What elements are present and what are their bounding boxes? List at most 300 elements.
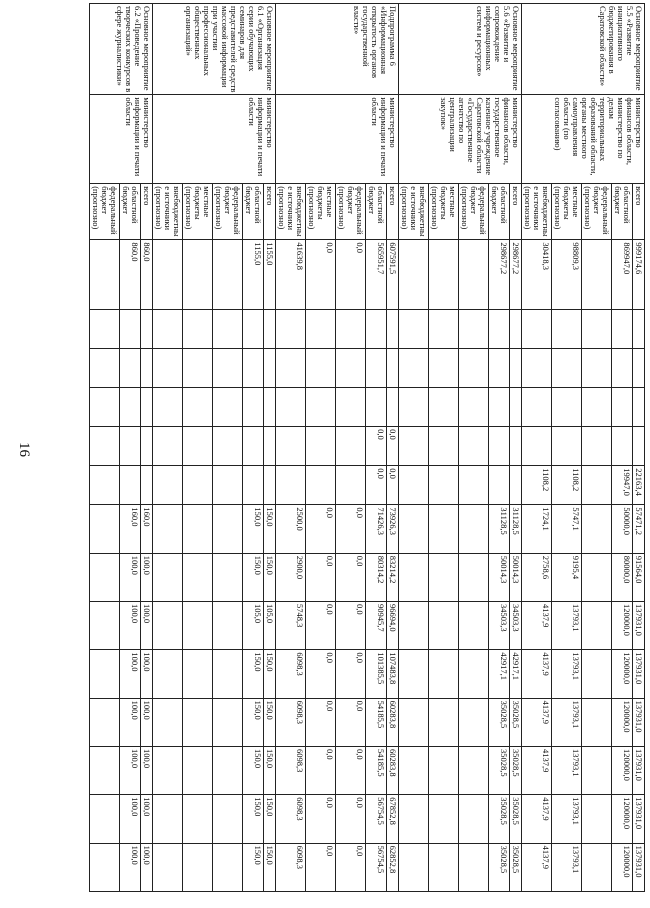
year-amount-cell	[90, 795, 120, 843]
year-amount-cell: 35028,5	[489, 795, 510, 843]
executor-cell: министерство информации и печати области	[153, 95, 276, 184]
total-amount-cell: 0,0	[336, 240, 366, 309]
year-amount-cell: 90945,7	[366, 602, 387, 650]
year-amount-cell	[429, 795, 459, 843]
year-amount-cell	[489, 466, 510, 505]
year-amount-cell	[612, 427, 633, 466]
year-amount-cell	[552, 387, 582, 426]
year-amount-cell: 0,0	[336, 602, 366, 650]
year-amount-cell	[459, 602, 489, 650]
year-amount-cell: 105,0	[243, 602, 264, 650]
year-amount-cell: 100,0	[141, 698, 153, 746]
year-amount-cell	[243, 387, 264, 426]
year-amount-cell: 150,0	[264, 505, 276, 553]
year-amount-cell	[582, 698, 612, 746]
year-amount-cell: 137931,0	[633, 746, 645, 794]
year-amount-cell	[429, 348, 459, 387]
year-amount-cell	[153, 427, 183, 466]
executor-cell: министерство финансов области, государственное казенное учреждение Саратовской области «Государственное агентство по централизации закупок»	[399, 95, 522, 184]
funding-source-cell: федеральный бюджет (прогнозно)	[90, 184, 120, 240]
year-amount-cell: 0,0	[366, 466, 387, 505]
year-amount-cell: 6098,3	[276, 650, 306, 698]
year-amount-cell	[582, 602, 612, 650]
year-amount-cell: 50000,0	[612, 505, 633, 553]
year-amount-cell	[489, 348, 510, 387]
year-amount-cell	[399, 466, 429, 505]
year-amount-cell: 6098,3	[276, 843, 306, 891]
table-wrapper	[91, 3, 645, 892]
year-amount-cell	[153, 387, 183, 426]
year-amount-cell	[582, 505, 612, 553]
year-amount-cell	[183, 387, 213, 426]
year-amount-cell	[366, 348, 387, 387]
year-amount-cell	[399, 746, 429, 794]
year-amount-cell: 71426,3	[366, 505, 387, 553]
year-amount-cell	[153, 466, 183, 505]
year-amount-cell	[306, 387, 336, 426]
year-amount-cell: 13793,1	[552, 650, 582, 698]
year-amount-cell: 35028,5	[510, 795, 522, 843]
year-amount-cell: 50014,3	[510, 553, 522, 601]
year-amount-cell	[183, 650, 213, 698]
year-amount-cell	[633, 427, 645, 466]
year-amount-cell: 19947,0	[612, 466, 633, 505]
year-amount-cell: 42917,1	[510, 650, 522, 698]
budget-table	[89, 3, 645, 892]
year-amount-cell	[336, 427, 366, 466]
funding-source-cell: всего	[141, 184, 153, 240]
year-amount-cell	[429, 746, 459, 794]
year-amount-cell	[120, 309, 141, 348]
year-amount-cell: 120000,0	[612, 795, 633, 843]
year-amount-cell	[552, 309, 582, 348]
year-amount-cell: 13793,1	[552, 843, 582, 891]
year-amount-cell	[183, 427, 213, 466]
year-amount-cell: 13793,1	[552, 795, 582, 843]
year-amount-cell	[582, 387, 612, 426]
year-amount-cell: 4137,9	[522, 746, 552, 794]
year-amount-cell	[90, 553, 120, 601]
year-amount-cell: 105,0	[264, 602, 276, 650]
year-amount-cell	[141, 348, 153, 387]
year-amount-cell: 100,0	[120, 553, 141, 601]
total-amount-cell: 30418,3	[522, 240, 552, 309]
year-amount-cell: 35028,5	[489, 698, 510, 746]
year-amount-cell	[459, 843, 489, 891]
year-amount-cell: 0,0	[336, 795, 366, 843]
year-amount-cell: 4137,9	[522, 843, 552, 891]
funding-source-cell: внебюджетные источники (прогнозно)	[522, 184, 552, 240]
year-amount-cell	[90, 505, 120, 553]
year-amount-cell	[213, 387, 243, 426]
year-amount-cell	[510, 387, 522, 426]
year-amount-cell	[387, 309, 399, 348]
year-amount-cell: 4137,9	[522, 795, 552, 843]
year-amount-cell	[429, 553, 459, 601]
year-amount-cell: 80314,2	[366, 553, 387, 601]
year-amount-cell	[582, 650, 612, 698]
total-amount-cell: 98809,3	[552, 240, 582, 309]
year-amount-cell	[306, 309, 336, 348]
year-amount-cell	[276, 427, 306, 466]
year-amount-cell: 137931,0	[633, 795, 645, 843]
year-amount-cell	[213, 698, 243, 746]
year-amount-cell: 100,0	[141, 795, 153, 843]
year-amount-cell: 100,0	[120, 650, 141, 698]
year-amount-cell: 101385,5	[366, 650, 387, 698]
year-amount-cell: 35028,5	[510, 698, 522, 746]
year-amount-cell: 150,0	[264, 843, 276, 891]
year-amount-cell: 60283,8	[387, 746, 399, 794]
total-amount-cell	[429, 240, 459, 309]
year-amount-cell	[612, 348, 633, 387]
year-amount-cell	[399, 505, 429, 553]
year-amount-cell	[90, 602, 120, 650]
year-amount-cell: 13793,1	[552, 746, 582, 794]
activity-name-cell: Основное мероприятие 5.5 «Развитие инициативного бюджетирования в Саратовской области»	[522, 4, 645, 95]
year-amount-cell	[243, 427, 264, 466]
activity-name-cell: Подпрограмма 6 «Информационная открытость органов государственной власти»	[276, 4, 399, 95]
year-amount-cell	[183, 843, 213, 891]
year-amount-cell	[183, 553, 213, 601]
year-amount-cell: 0,0	[366, 427, 387, 466]
year-amount-cell	[153, 348, 183, 387]
year-amount-cell: 13793,1	[552, 698, 582, 746]
year-amount-cell	[306, 466, 336, 505]
year-amount-cell	[213, 348, 243, 387]
year-amount-cell	[90, 650, 120, 698]
year-amount-cell	[459, 427, 489, 466]
year-amount-cell	[399, 387, 429, 426]
year-amount-cell	[183, 348, 213, 387]
year-amount-cell	[522, 427, 552, 466]
year-amount-cell: 150,0	[243, 698, 264, 746]
year-amount-cell	[582, 466, 612, 505]
year-amount-cell	[399, 602, 429, 650]
year-amount-cell	[90, 427, 120, 466]
year-amount-cell: 4137,9	[522, 602, 552, 650]
year-amount-cell	[582, 427, 612, 466]
year-amount-cell: 137931,0	[633, 650, 645, 698]
funding-source-cell: внебюджетные источники (прогнозно)	[276, 184, 306, 240]
year-amount-cell	[153, 505, 183, 553]
year-amount-cell: 67852,8	[387, 795, 399, 843]
total-amount-cell	[153, 240, 183, 309]
year-amount-cell: 0,0	[336, 746, 366, 794]
year-amount-cell	[522, 309, 552, 348]
funding-source-cell: всего	[387, 184, 399, 240]
year-amount-cell: 0,0	[387, 466, 399, 505]
table-row	[264, 4, 276, 892]
year-amount-cell: 150,0	[243, 553, 264, 601]
year-amount-cell	[510, 466, 522, 505]
year-amount-cell	[264, 466, 276, 505]
year-amount-cell: 160,0	[141, 505, 153, 553]
year-amount-cell: 2758,6	[522, 553, 552, 601]
year-amount-cell: 0,0	[306, 553, 336, 601]
year-amount-cell: 100,0	[120, 602, 141, 650]
year-amount-cell	[429, 427, 459, 466]
year-amount-cell: 100,0	[120, 843, 141, 891]
funding-source-cell: федеральный бюджет (прогнозно)	[213, 184, 243, 240]
year-amount-cell	[141, 466, 153, 505]
year-amount-cell	[399, 698, 429, 746]
year-amount-cell: 100,0	[141, 553, 153, 601]
total-amount-cell: 565951,7	[366, 240, 387, 309]
year-amount-cell: 0,0	[306, 795, 336, 843]
year-amount-cell: 6098,3	[276, 698, 306, 746]
funding-source-cell: всего	[264, 184, 276, 240]
year-amount-cell: 60283,8	[387, 698, 399, 746]
year-amount-cell	[153, 698, 183, 746]
year-amount-cell: 0,0	[336, 505, 366, 553]
total-amount-cell: 860,0	[141, 240, 153, 309]
year-amount-cell: 0,0	[306, 843, 336, 891]
year-amount-cell	[264, 348, 276, 387]
total-amount-cell: 298677,2	[489, 240, 510, 309]
funding-source-cell: местные бюджеты (прогнозно)	[183, 184, 213, 240]
year-amount-cell: 100,0	[141, 602, 153, 650]
table-row	[387, 4, 399, 892]
total-amount-cell	[183, 240, 213, 309]
year-amount-cell: 13793,1	[552, 602, 582, 650]
year-amount-cell: 150,0	[264, 795, 276, 843]
year-amount-cell	[264, 309, 276, 348]
year-amount-cell	[213, 427, 243, 466]
year-amount-cell	[387, 348, 399, 387]
year-amount-cell: 35028,5	[489, 746, 510, 794]
year-amount-cell	[213, 650, 243, 698]
year-amount-cell	[633, 348, 645, 387]
year-amount-cell	[489, 309, 510, 348]
total-amount-cell: 869947,0	[612, 240, 633, 309]
year-amount-cell: 120000,0	[612, 746, 633, 794]
total-amount-cell: 607591,5	[387, 240, 399, 309]
year-amount-cell	[429, 650, 459, 698]
year-amount-cell	[582, 348, 612, 387]
page-number: 16	[16, 442, 32, 457]
year-amount-cell	[243, 309, 264, 348]
year-amount-cell	[336, 348, 366, 387]
year-amount-cell: 150,0	[243, 650, 264, 698]
year-amount-cell: 120000,0	[612, 843, 633, 891]
year-amount-cell	[264, 427, 276, 466]
year-amount-cell: 0,0	[306, 746, 336, 794]
year-amount-cell: 150,0	[243, 746, 264, 794]
total-amount-cell	[459, 240, 489, 309]
year-amount-cell: 9195,4	[552, 553, 582, 601]
year-amount-cell: 57471,2	[633, 505, 645, 553]
executor-cell: министерство информации и печати области	[90, 95, 153, 184]
year-amount-cell: 34503,3	[489, 602, 510, 650]
total-amount-cell: 41639,8	[276, 240, 306, 309]
year-amount-cell: 160,0	[120, 505, 141, 553]
year-amount-cell	[366, 387, 387, 426]
funding-source-cell: всего	[633, 184, 645, 240]
year-amount-cell: 100,0	[120, 795, 141, 843]
year-amount-cell: 6098,3	[276, 795, 306, 843]
year-amount-cell	[510, 309, 522, 348]
activity-name-cell: Основное мероприятие 6.1 «Организация серии обучающих семинаров для представителей средств массовой информации при участии профессиональных общественных организаций»	[153, 4, 276, 95]
year-amount-cell	[459, 387, 489, 426]
table-row	[633, 4, 645, 892]
year-amount-cell	[459, 698, 489, 746]
year-amount-cell: 80000,0	[612, 553, 633, 601]
year-amount-cell	[489, 427, 510, 466]
year-amount-cell	[399, 348, 429, 387]
year-amount-cell: 42917,1	[489, 650, 510, 698]
total-amount-cell: 0,0	[306, 240, 336, 309]
year-amount-cell	[153, 650, 183, 698]
year-amount-cell: 54185,5	[366, 698, 387, 746]
year-amount-cell	[336, 466, 366, 505]
year-amount-cell: 150,0	[243, 505, 264, 553]
year-amount-cell	[213, 795, 243, 843]
year-amount-cell	[90, 698, 120, 746]
year-amount-cell	[429, 466, 459, 505]
year-amount-cell: 0,0	[306, 698, 336, 746]
year-amount-cell	[183, 698, 213, 746]
year-amount-cell: 0,0	[336, 553, 366, 601]
year-amount-cell	[183, 466, 213, 505]
rotated-area	[60, 3, 650, 908]
year-amount-cell: 4137,9	[522, 698, 552, 746]
year-amount-cell	[183, 746, 213, 794]
year-amount-cell	[429, 505, 459, 553]
year-amount-cell: 2900,0	[276, 553, 306, 601]
year-amount-cell: 54185,5	[366, 746, 387, 794]
year-amount-cell: 100,0	[141, 650, 153, 698]
year-amount-cell: 100,0	[120, 746, 141, 794]
funding-source-cell: местные бюджеты (прогнозно)	[306, 184, 336, 240]
year-amount-cell	[459, 505, 489, 553]
year-amount-cell	[213, 466, 243, 505]
year-amount-cell: 137931,0	[633, 843, 645, 891]
year-amount-cell	[582, 795, 612, 843]
funding-source-cell: областной бюджет	[243, 184, 264, 240]
year-amount-cell: 100,0	[141, 843, 153, 891]
year-amount-cell	[612, 309, 633, 348]
year-amount-cell	[336, 387, 366, 426]
year-amount-cell: 96694,0	[387, 602, 399, 650]
year-amount-cell	[429, 602, 459, 650]
year-amount-cell: 73926,3	[387, 505, 399, 553]
year-amount-cell: 1724,1	[522, 505, 552, 553]
year-amount-cell	[120, 427, 141, 466]
funding-source-cell: всего	[510, 184, 522, 240]
year-amount-cell	[399, 427, 429, 466]
year-amount-cell	[459, 795, 489, 843]
year-amount-cell: 56754,5	[366, 843, 387, 891]
year-amount-cell: 6098,3	[276, 746, 306, 794]
year-amount-cell	[153, 602, 183, 650]
year-amount-cell	[183, 309, 213, 348]
year-amount-cell: 5748,3	[276, 602, 306, 650]
year-amount-cell: 150,0	[243, 795, 264, 843]
year-amount-cell: 0,0	[336, 843, 366, 891]
year-amount-cell: 34503,3	[510, 602, 522, 650]
year-amount-cell	[366, 309, 387, 348]
year-amount-cell: 150,0	[264, 698, 276, 746]
executor-cell: министерство финансов области, министерство по делам территориальных образований области, органы местного самоуправления области (по согласованию)	[522, 95, 645, 184]
year-amount-cell	[459, 309, 489, 348]
year-amount-cell	[582, 746, 612, 794]
year-amount-cell	[276, 348, 306, 387]
year-amount-cell: 120000,0	[612, 650, 633, 698]
year-amount-cell	[243, 466, 264, 505]
year-amount-cell: 62852,8	[387, 843, 399, 891]
year-amount-cell	[429, 843, 459, 891]
year-amount-cell	[90, 387, 120, 426]
year-amount-cell: 35028,5	[510, 746, 522, 794]
year-amount-cell	[306, 348, 336, 387]
year-amount-cell	[612, 387, 633, 426]
year-amount-cell: 56754,5	[366, 795, 387, 843]
year-amount-cell	[153, 746, 183, 794]
year-amount-cell: 83214,2	[387, 553, 399, 601]
year-amount-cell	[489, 387, 510, 426]
year-amount-cell: 150,0	[264, 553, 276, 601]
year-amount-cell	[276, 466, 306, 505]
year-amount-cell: 0,0	[306, 650, 336, 698]
year-amount-cell	[510, 348, 522, 387]
year-amount-cell	[90, 843, 120, 891]
executor-cell: министерство информации и печати области	[276, 95, 399, 184]
funding-source-cell: областной бюджет	[489, 184, 510, 240]
year-amount-cell	[90, 309, 120, 348]
year-amount-cell	[183, 795, 213, 843]
table-row	[141, 4, 153, 892]
year-amount-cell	[522, 387, 552, 426]
year-amount-cell: 107483,8	[387, 650, 399, 698]
year-amount-cell	[90, 746, 120, 794]
total-amount-cell: 1155,0	[264, 240, 276, 309]
year-amount-cell	[510, 427, 522, 466]
year-amount-cell	[459, 650, 489, 698]
total-amount-cell: 860,0	[120, 240, 141, 309]
year-amount-cell: 137931,0	[633, 698, 645, 746]
year-amount-cell	[399, 650, 429, 698]
year-amount-cell	[213, 553, 243, 601]
year-amount-cell: 150,0	[264, 650, 276, 698]
year-amount-cell: 1108,2	[552, 466, 582, 505]
year-amount-cell: 137931,0	[633, 602, 645, 650]
year-amount-cell: 100,0	[120, 698, 141, 746]
year-amount-cell	[243, 348, 264, 387]
year-amount-cell: 91564,0	[633, 553, 645, 601]
year-amount-cell	[153, 309, 183, 348]
year-amount-cell	[399, 553, 429, 601]
activity-name-cell: Основное мероприятие 6.2 «Проведение творческих конкурсов в сфере журналистики»	[90, 4, 153, 95]
year-amount-cell	[141, 309, 153, 348]
year-amount-cell	[120, 348, 141, 387]
total-amount-cell	[582, 240, 612, 309]
year-amount-cell	[429, 698, 459, 746]
funding-source-cell: областной бюджет	[612, 184, 633, 240]
year-amount-cell: 2500,0	[276, 505, 306, 553]
year-amount-cell: 35028,5	[510, 843, 522, 891]
funding-source-cell: внебюджетные источники (прогнозно)	[399, 184, 429, 240]
funding-source-cell: областной бюджет	[120, 184, 141, 240]
year-amount-cell	[213, 309, 243, 348]
total-amount-cell: 298677,2	[510, 240, 522, 309]
year-amount-cell	[153, 795, 183, 843]
year-amount-cell: 0,0	[336, 650, 366, 698]
year-amount-cell	[633, 387, 645, 426]
year-amount-cell	[90, 466, 120, 505]
year-amount-cell	[213, 746, 243, 794]
funding-source-cell: местные бюджеты (прогнозно)	[429, 184, 459, 240]
